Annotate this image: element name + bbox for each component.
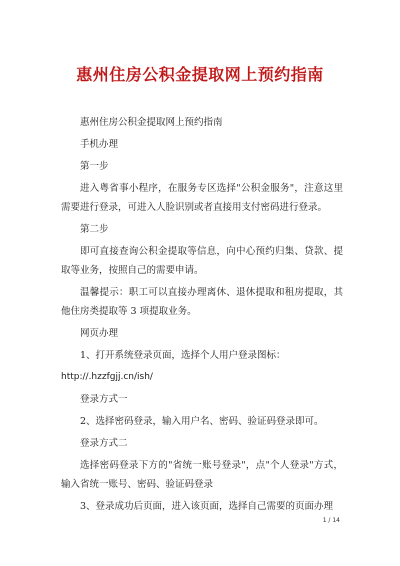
- paragraph-login-method-two: 登录方式二: [80, 438, 128, 449]
- paragraph-web-heading: 网页办理: [80, 328, 119, 339]
- paragraph-mobile-heading: 手机办理: [80, 139, 119, 150]
- paragraph-intro-heading: 惠州住房公积金提取网上预约指南: [80, 117, 223, 128]
- page-number: 1 / 14: [322, 517, 340, 524]
- paragraph-login-method-two-text: 选择密码登录下方的"省统一账号登录"，点"个人登录"方式，输入省统一账号、密码、验证码登录: [61, 460, 343, 490]
- paragraph-web-step-two: 2、选择密码登录，输入用户名、密码、验证码登录即可。: [80, 416, 324, 427]
- paragraph-step-two-heading: 第二步: [80, 224, 109, 235]
- paragraph-url: http://.hzzfgjj.cn/ish/: [61, 372, 153, 382]
- document-title: 惠州住房公积金提取网上预约指南: [76, 65, 324, 84]
- paragraph-step-one-heading: 第一步: [80, 161, 109, 172]
- paragraph-web-step-one: 1、打开系统登录页面，选择个人用户登录图标：: [80, 350, 286, 361]
- paragraph-tip: 温馨提示：职工可以直接办理离休、退休提取和租房提取，其他住房类提取等 3 项提取业务。: [61, 287, 343, 317]
- paragraph-web-step-three: 3、登录成功后页面，进入该页面，选择自己需要的页面办理: [80, 501, 334, 512]
- paragraph-step-one-text: 进入粤省事小程序，在服务专区选择"公积金服务"，注意这里需要进行登录，可进入人脸识别或者直接用支付密码进行登录。: [61, 183, 343, 213]
- document-body: [61, 113, 343, 519]
- paragraph-step-two-text: 即可直接查询公积金提取等信息，向中心预约归集、贷款、提取等业务，按照自己的需要申请。: [61, 246, 343, 276]
- paragraph-login-method-one: 登录方式一: [80, 394, 128, 405]
